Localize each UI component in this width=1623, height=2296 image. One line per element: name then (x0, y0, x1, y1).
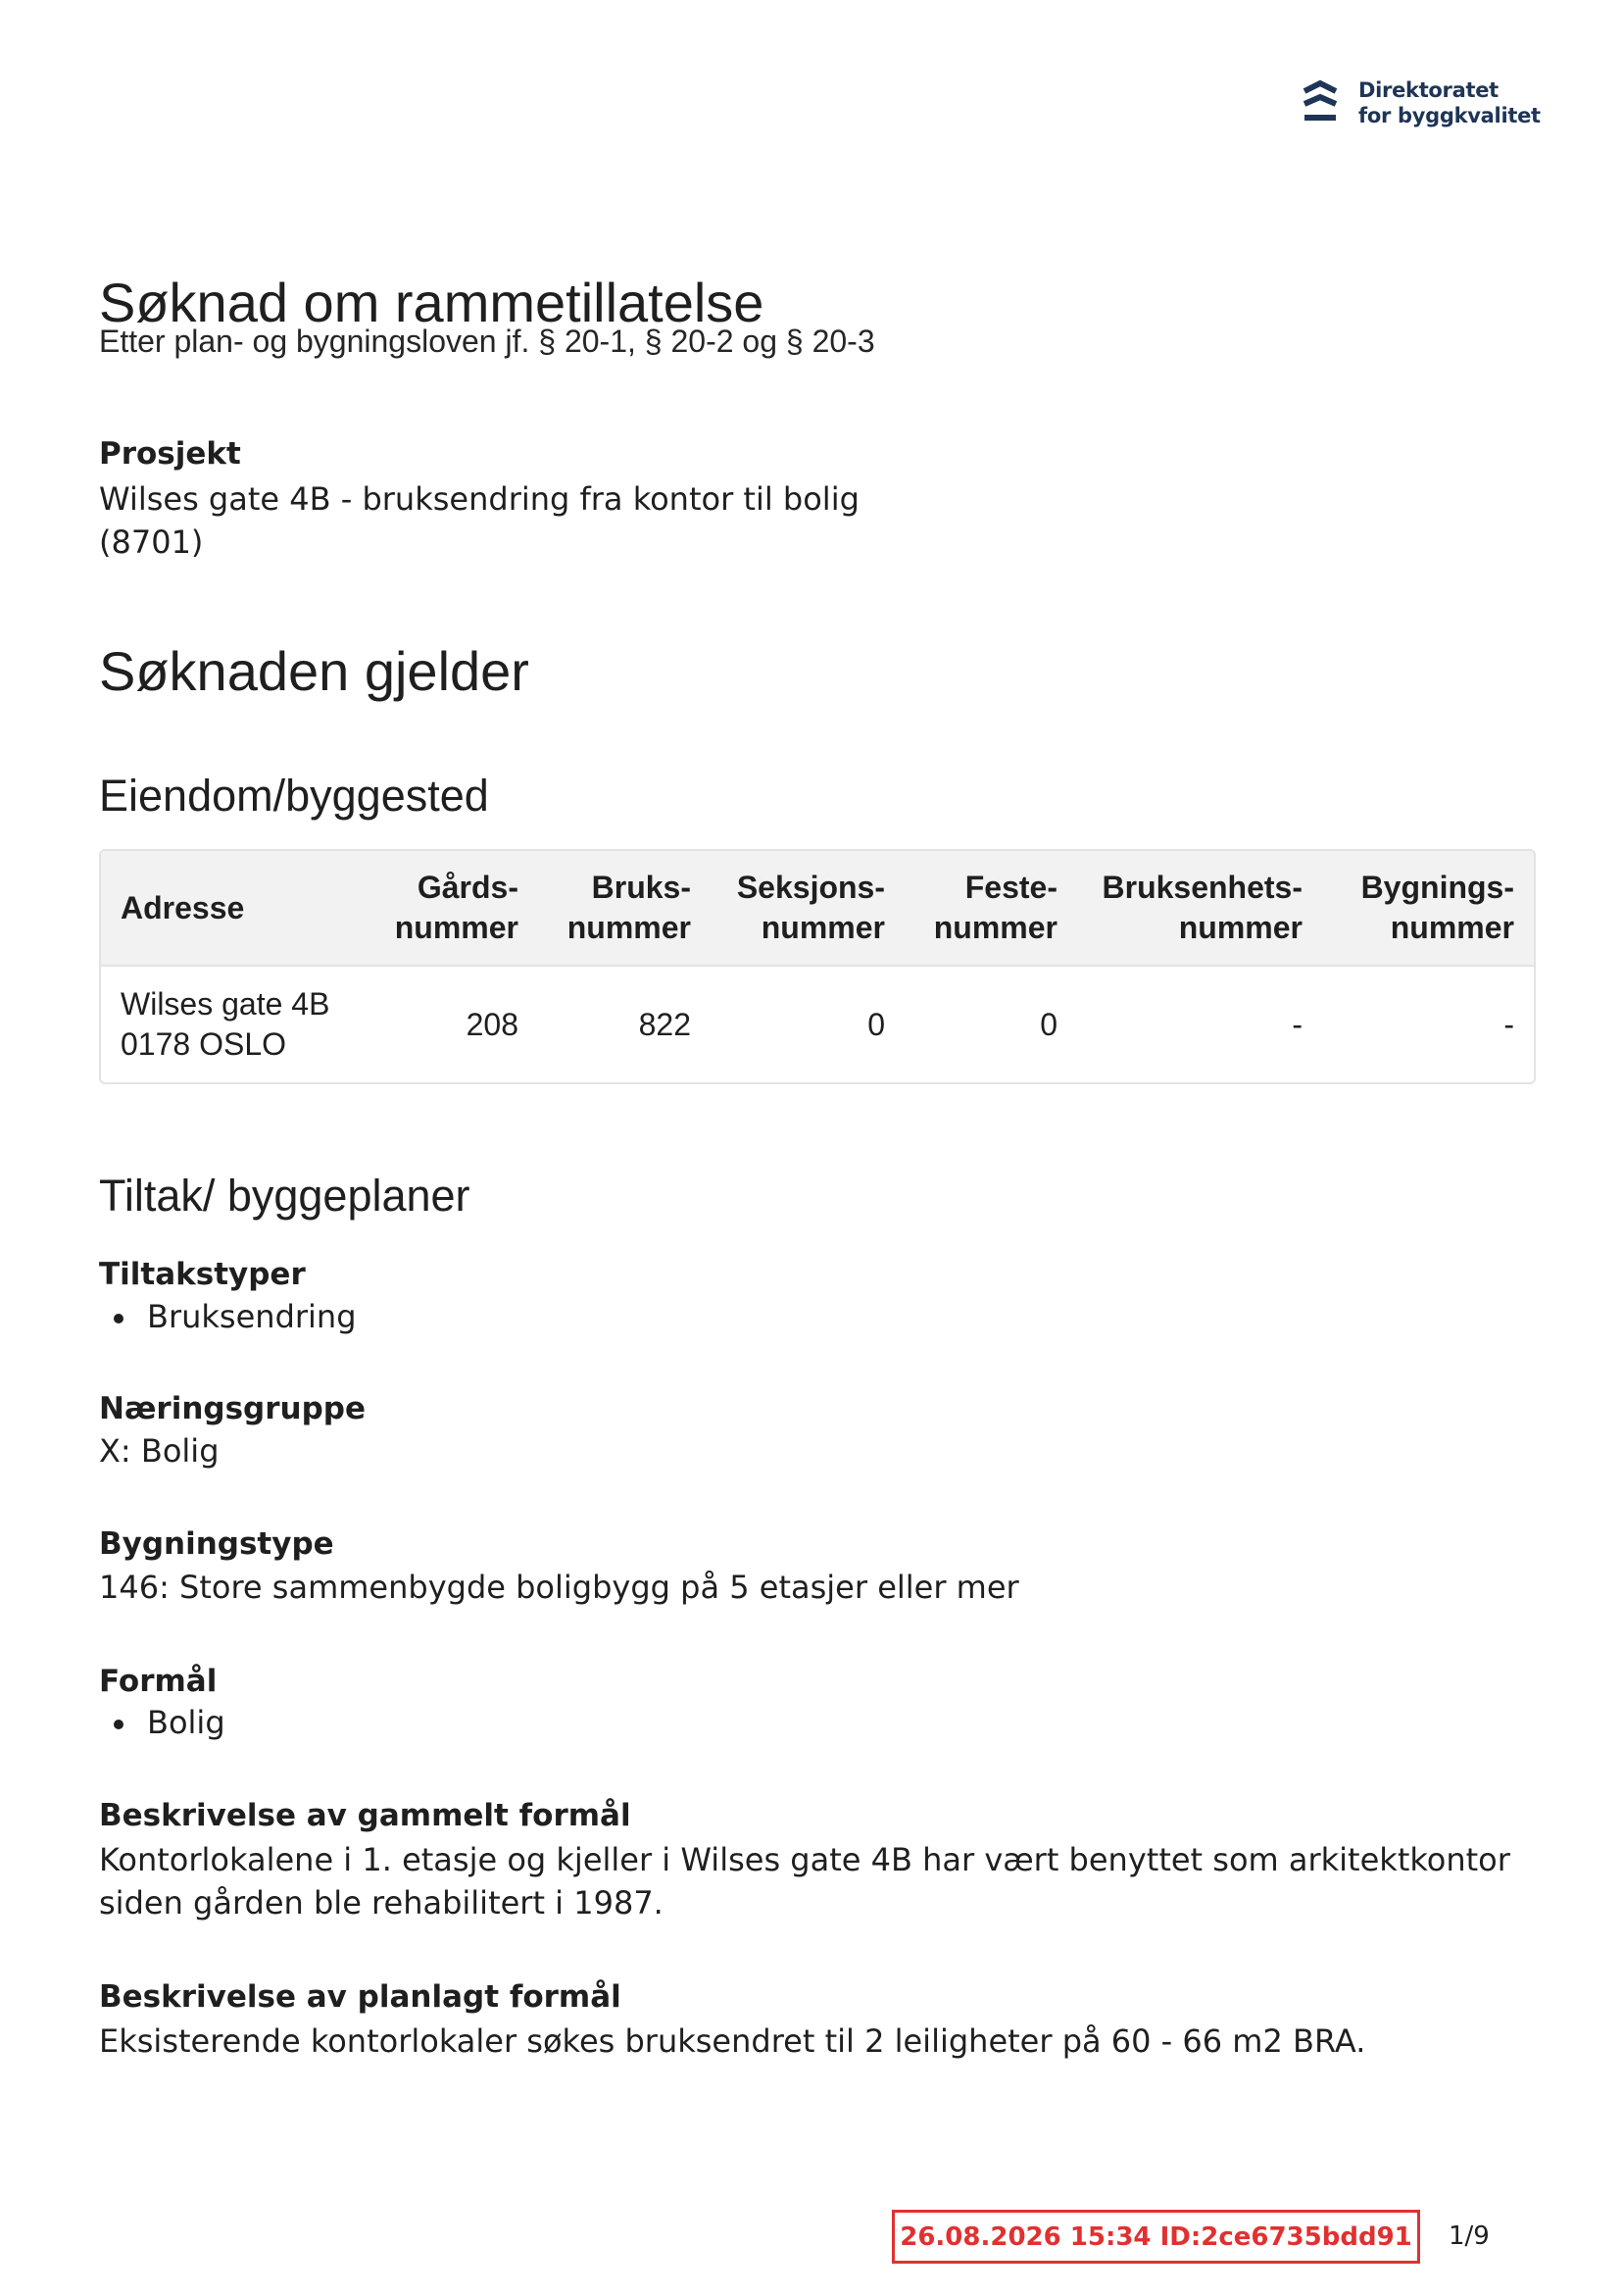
col-bruksenhetsnummer: Bruksenhets- nummer (1077, 851, 1322, 967)
project-name: Wilses gate 4B - bruksendring fra kontor til bolig (99, 480, 860, 518)
tiltakstyper-label: Tiltakstyper (99, 1257, 306, 1292)
dibk-logo (1302, 75, 1541, 130)
cell-gardsnummer: 208 (466, 1006, 518, 1042)
project-label: Prosjekt (99, 436, 241, 472)
dibk-logo-icon (1302, 79, 1339, 126)
cell-address: Wilses gate 4B 0178 OSLO (121, 986, 330, 1062)
naeringsgruppe-value: X: Bolig (99, 1432, 220, 1470)
logo-line-1: Direktoratet (1358, 78, 1499, 102)
col-gardsnummer: Gårds- nummer (366, 851, 538, 967)
list-item: Bruksendring (99, 1295, 357, 1338)
bygningstype-label: Bygningstype (99, 1526, 334, 1562)
col-address: Adresse (101, 851, 366, 967)
col-festenummer: Feste- nummer (905, 851, 1077, 967)
planned-purpose-label: Beskrivelse av planlagt formål (99, 1979, 621, 2015)
cell-festenummer: 0 (1040, 1006, 1057, 1042)
timestamp-id-stamp: 26.08.2026 15:34 ID:2ce6735bdd91 (892, 2210, 1420, 2264)
logo-line-2: for byggkvalitet (1358, 104, 1541, 127)
tiltakstyper-list (99, 1295, 357, 1338)
document-subtitle: Etter plan- og bygningsloven jf. § 20-1, § 20-2 og § 20-3 (99, 324, 875, 359)
measures-heading: Tiltak/ byggeplaner (99, 1171, 470, 1221)
cell-bygningsnummer: - (1503, 1006, 1514, 1042)
col-bygningsnummer: Bygnings- nummer (1322, 851, 1534, 967)
cell-bruksnummer: 822 (638, 1006, 691, 1042)
page-number: 1/9 (1449, 2221, 1490, 2251)
formaal-label: Formål (99, 1664, 218, 1699)
property-table (99, 849, 1536, 1084)
cell-bruksenhetsnummer: - (1292, 1006, 1303, 1042)
old-purpose-value: Kontorlokalene i 1. etasje og kjeller i Wilses gate 4B har vært benyttet som arkitektkontor siden gården ble rehabilitert i 1987. (99, 1841, 1510, 1922)
old-purpose-label: Beskrivelse av gammelt formål (99, 1798, 631, 1833)
project-number: (8701) (99, 524, 204, 561)
bygningstype-value: 146: Store sammenbygde boligbygg på 5 etasjer eller mer (99, 1569, 1019, 1606)
application-heading: Søknaden gjelder (99, 640, 529, 702)
naeringsgruppe-label: Næringsgruppe (99, 1391, 367, 1426)
logo-text (1358, 77, 1541, 128)
property-table-header-row (101, 851, 1534, 967)
table-row (101, 967, 1534, 1082)
planned-purpose-value: Eksisterende kontorlokaler søkes bruksendret til 2 leiligheter på 60 - 66 m2 BRA. (99, 2022, 1366, 2060)
document-title: Søknad om rammetillatelse (99, 272, 764, 333)
cell-seksjonsnummer: 0 (867, 1006, 885, 1042)
list-item: Bolig (99, 1701, 225, 1744)
property-heading: Eiendom/byggested (99, 771, 489, 821)
col-bruksnummer: Bruks- nummer (538, 851, 711, 967)
formaal-list (99, 1701, 225, 1744)
col-seksjonsnummer: Seksjons- nummer (711, 851, 905, 967)
